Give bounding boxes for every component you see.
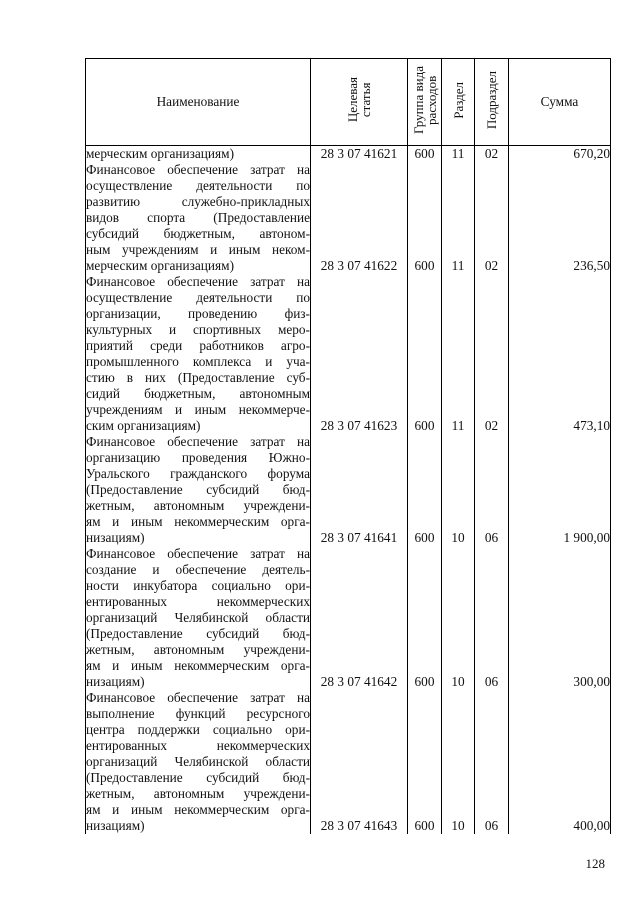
cell-sum: 236,50 bbox=[509, 162, 611, 274]
name-line: ям и иным некоммерческим орга- bbox=[86, 802, 310, 817]
name-line: ентированных некоммерческих bbox=[86, 594, 310, 609]
name-line: мерческим организациям) bbox=[86, 146, 234, 161]
name-line: жетным, автономным учреждени- bbox=[86, 786, 310, 801]
name-line: ям и иным некоммерческим орга- bbox=[86, 514, 310, 529]
name-line: организацию проведения Южно- bbox=[86, 450, 310, 465]
name-line: Финансовое обеспечение затрат на bbox=[86, 434, 310, 449]
cell-sum: 1 900,00 bbox=[509, 434, 611, 546]
name-line: организаций Челябинской области bbox=[86, 754, 310, 769]
name-line: жетным, автономным учреждени- bbox=[86, 642, 310, 657]
cell-sum: 473,10 bbox=[509, 274, 611, 434]
cell-expense-group: 600 bbox=[408, 690, 442, 834]
cell-expense-group: 600 bbox=[408, 146, 442, 163]
header-section: Раздел bbox=[442, 59, 475, 146]
name-line: (Предоставление субсидий бюд- bbox=[86, 626, 310, 641]
page-number: 128 bbox=[585, 856, 605, 871]
cell-name bbox=[86, 434, 311, 546]
name-line: низациям) bbox=[86, 818, 145, 833]
name-line: Финансовое обеспечение затрат на bbox=[86, 690, 310, 705]
table-row bbox=[86, 546, 611, 690]
cell-target-article: 28 3 07 41642 bbox=[311, 546, 408, 690]
cell-sum: 670,20 bbox=[509, 146, 611, 163]
cell-sum: 400,00 bbox=[509, 690, 611, 834]
table-row bbox=[86, 162, 611, 274]
name-line: организации, проведению физ- bbox=[86, 306, 310, 321]
cell-target-article: 28 3 07 41622 bbox=[311, 162, 408, 274]
budget-table bbox=[85, 58, 611, 834]
table-header-row bbox=[86, 59, 611, 146]
table-row bbox=[86, 434, 611, 546]
name-line: ям и иным некоммерческим орга- bbox=[86, 658, 310, 673]
cell-section: 11 bbox=[442, 274, 475, 434]
header-target-article: Целевая статья bbox=[311, 59, 408, 146]
cell-subsection: 02 bbox=[475, 146, 509, 163]
name-line: промышленного комплекса и уча- bbox=[86, 354, 310, 369]
name-line: Финансовое обеспечение затрат на bbox=[86, 546, 310, 561]
name-line: Финансовое обеспечение затрат на bbox=[86, 274, 310, 289]
cell-section: 10 bbox=[442, 434, 475, 546]
cell-subsection: 06 bbox=[475, 434, 509, 546]
cell-name bbox=[86, 274, 311, 434]
name-line: ным учреждениям и иным неком- bbox=[86, 242, 310, 257]
cell-expense-group: 600 bbox=[408, 162, 442, 274]
name-line: ности инкубатора социально ори- bbox=[86, 578, 310, 593]
name-line: осуществление деятельности по bbox=[86, 178, 310, 193]
cell-name bbox=[86, 546, 311, 690]
name-line: субсидий бюджетным, автоном- bbox=[86, 226, 310, 241]
cell-expense-group: 600 bbox=[408, 434, 442, 546]
name-line: Уральского гражданского форума bbox=[86, 466, 310, 481]
table-row bbox=[86, 690, 611, 834]
cell-expense-group: 600 bbox=[408, 546, 442, 690]
name-line: низациям) bbox=[86, 674, 145, 689]
name-line: выполнение функций ресурсного bbox=[86, 706, 310, 721]
cell-sum: 300,00 bbox=[509, 546, 611, 690]
cell-name bbox=[86, 690, 311, 834]
table-row bbox=[86, 146, 611, 163]
name-line: ентированных некоммерческих bbox=[86, 738, 310, 753]
cell-target-article: 28 3 07 41623 bbox=[311, 274, 408, 434]
cell-name bbox=[86, 146, 311, 163]
header-subsection: Подраздел bbox=[475, 59, 509, 146]
name-line: ским организациям) bbox=[86, 418, 201, 433]
name-line: (Предоставление субсидий бюд- bbox=[86, 482, 310, 497]
name-line: развитию служебно-прикладных bbox=[86, 194, 310, 209]
cell-section: 11 bbox=[442, 162, 475, 274]
name-line: стию в них (Предоставление суб- bbox=[86, 370, 310, 385]
name-line: сидий бюджетным, автономным bbox=[86, 386, 310, 401]
name-line: жетным, автономным учреждени- bbox=[86, 498, 310, 513]
header-name: Наименование bbox=[86, 59, 311, 146]
cell-subsection: 02 bbox=[475, 274, 509, 434]
name-line: низациям) bbox=[86, 530, 145, 545]
cell-name bbox=[86, 162, 311, 274]
cell-target-article: 28 3 07 41643 bbox=[311, 690, 408, 834]
name-line: (Предоставление субсидий бюд- bbox=[86, 770, 310, 785]
cell-target-article: 28 3 07 41641 bbox=[311, 434, 408, 546]
cell-subsection: 06 bbox=[475, 546, 509, 690]
name-line: осуществление деятельности по bbox=[86, 290, 310, 305]
cell-section: 11 bbox=[442, 146, 475, 163]
name-line: центра поддержки социально ори- bbox=[86, 722, 310, 737]
name-line: культурных и спортивных меро- bbox=[86, 322, 310, 337]
name-line: организаций Челябинской области bbox=[86, 610, 310, 625]
cell-section: 10 bbox=[442, 546, 475, 690]
table-row bbox=[86, 274, 611, 434]
name-line: мерческим организациям) bbox=[86, 258, 234, 273]
name-line: создание и обеспечение деятель- bbox=[86, 562, 310, 577]
cell-expense-group: 600 bbox=[408, 274, 442, 434]
cell-subsection: 02 bbox=[475, 162, 509, 274]
name-line: Финансовое обеспечение затрат на bbox=[86, 162, 310, 177]
cell-target-article: 28 3 07 41621 bbox=[311, 146, 408, 163]
cell-subsection: 06 bbox=[475, 690, 509, 834]
header-sum: Сумма bbox=[509, 59, 611, 146]
name-line: приятий среди работников агро- bbox=[86, 338, 310, 353]
cell-section: 10 bbox=[442, 690, 475, 834]
name-line: учреждениям и иным некоммерче- bbox=[86, 402, 310, 417]
header-expense-group: Группа вида расходов bbox=[408, 59, 442, 146]
name-line: видов спорта (Предоставление bbox=[86, 210, 310, 225]
